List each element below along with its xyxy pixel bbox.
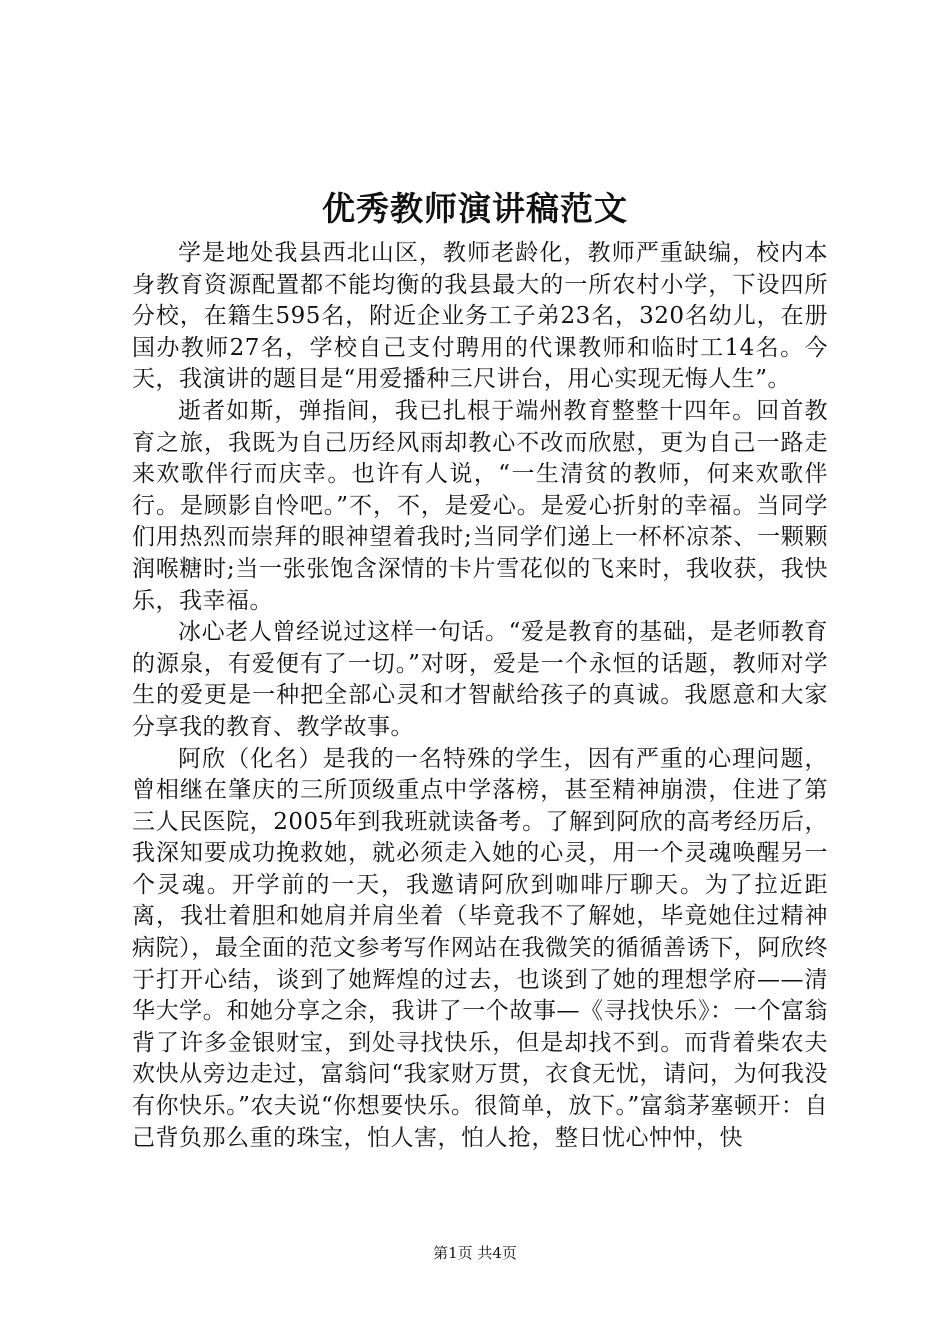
body-paragraph-3: 冰心老人曾经说过这样一句话。“爱是教育的基础，是老师教育的源泉，有爱便有了一切。”对呀，爱是一个永恒的话题，教师对学生的爱更是一种把全部心灵和才智献给孩子的真诚。我愿意和大家分享我的教育、教学故事。: [132, 619, 828, 740]
body-paragraph-1: 学是地处我县西北山区，教师老龄化，教师严重缺编，校内本身教育资源配置都不能均衡的我县最大的一所农村小学，下设四所分校，在籍生595名，附近企业务工子弟23名，320名幼儿，在册国办教师27名，学校自己支付聘用的代课教师和临时工14名。今天，我演讲的题目是“用爱播种三尺讲台，用心实现无悔人生”。: [132, 240, 828, 393]
page-number-footer: 第1页 共4页: [433, 1244, 517, 1262]
document-title: 优秀教师演讲稿范文: [322, 189, 628, 228]
body-paragraph-2: 逝者如斯，弹指间，我已扎根于端州教育整整十四年。回首教育之旅，我既为自己历经风雨却教心不改而欣慰，更为自己一路走来欢歌伴行而庆幸。也许有人说，“一生清贫的教师，何来欢歌伴行。是顾影自怜吧。”不，不，是爱心。是爱心折射的幸福。当同学们用热烈而崇拜的眼神望着我时;当同学们递上一杯杯凉茶、一颗颗润喉糖时;当一张张饱含深情的卡片雪花似的飞来时，我收获，我快乐，我幸福。: [132, 397, 828, 614]
document-body: [132, 238, 828, 1154]
body-paragraph-4: 阿欣（化名）是我的一名特殊的学生，因有严重的心理问题，曾相继在肇庆的三所顶级重点中学落榜，甚至精神崩溃，住进了第三人民医院，2005年到我班就读备考。了解到阿欣的高考经历后，我深知要成功挽救她，就必须走入她的心灵，用一个灵魂唤醒另一个灵魂。开学前的一天，我邀请阿欣到咖啡厅聊天。为了拉近距离，我壮着胆和她肩并肩坐着（毕竟我不了解她，毕竟她住过精神病院），最全面的范文参考写作网站在我微笑的循循善诱下，阿欣终于打开心结，谈到了她辉煌的过去，也谈到了她的理想学府——清华大学。和她分享之余，我讲了一个故事—《寻找快乐》：一个富翁背了许多金银财宝，到处寻找快乐，但是却找不到。而背着柴农夫欢快从旁边走过，富翁问“我家财万贯，衣食无忧，请问，为何我没有你快乐。”农夫说“你想要快乐。很简单，放下。”富翁茅塞顿开：自己背负那么重的珠宝，怕人害，怕人抢，整日忧心忡忡，快: [132, 745, 828, 1151]
